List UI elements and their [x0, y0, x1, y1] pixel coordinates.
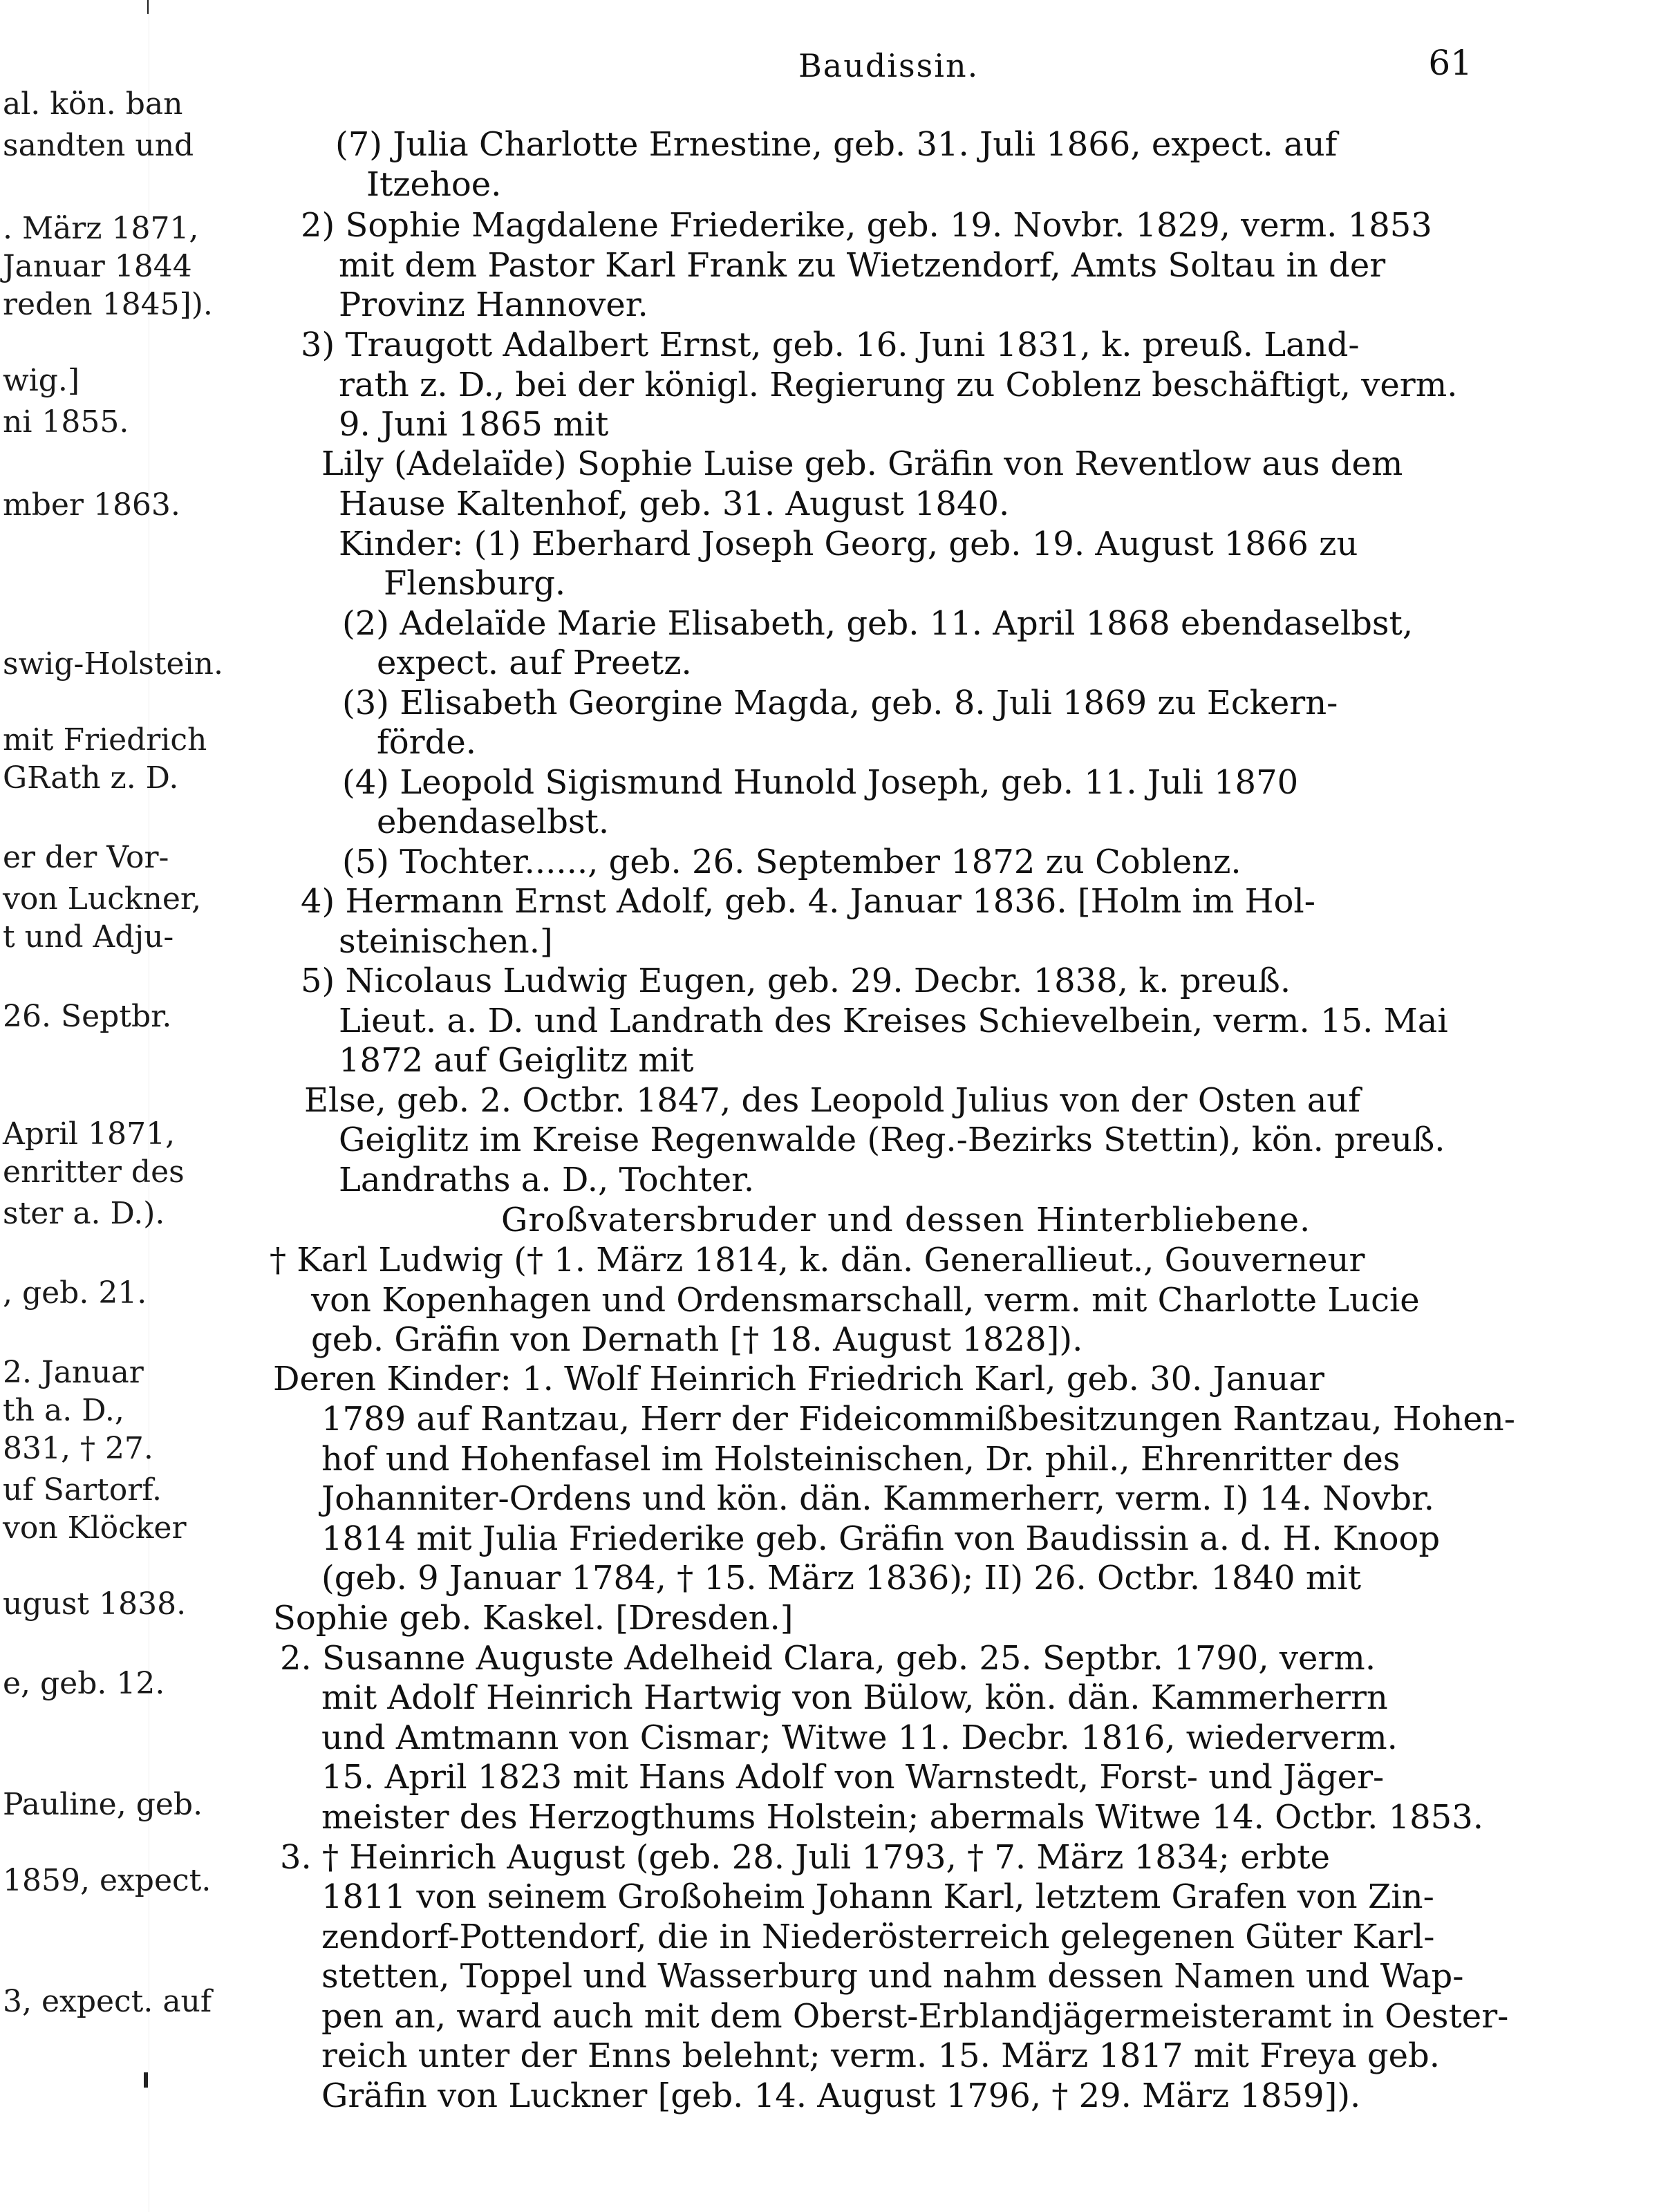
text-line: Johanniter-Ordens und kön. dän. Kammerherr, verm. I) 14. Novbr. [321, 1479, 1434, 1518]
running-head: Baudissin. [798, 47, 980, 84]
text-line: 4) Hermann Ernst Adolf, geb. 4. Januar 1836. [Holm im Hol- [301, 882, 1315, 921]
page-number: 61 [1428, 43, 1472, 83]
text-line: 1789 auf Rantzau, Herr der Fideicommißbesitzungen Rantzau, Hohen- [321, 1400, 1515, 1438]
text-line: (7) Julia Charlotte Ernestine, geb. 31. Juli 1866, expect. auf [335, 125, 1338, 164]
margin-fragment: th a. D., [3, 1393, 124, 1428]
margin-fragment: von Klöcker [3, 1510, 187, 1546]
text-line: 1811 von seinem Großoheim Johann Karl, letztem Grafen von Zin- [321, 1877, 1434, 1916]
text-line: mit Adolf Heinrich Hartwig von Bülow, kön. dän. Kammerherrn [321, 1678, 1388, 1717]
text-line: (geb. 9 Januar 1784, † 15. März 1836); II) 26. Octbr. 1840 mit [321, 1559, 1362, 1597]
text-line: förde. [377, 723, 476, 762]
margin-fragment: 831, † 27. [3, 1431, 153, 1466]
margin-fragment: April 1871, [3, 1116, 176, 1152]
text-line: stetten, Toppel und Wasserburg und nahm dessen Namen und Wap- [321, 1957, 1464, 1996]
text-line: (2) Adelaïde Marie Elisabeth, geb. 11. April 1868 ebendaselbst, [342, 604, 1414, 643]
text-line: Else, geb. 2. Octbr. 1847, des Leopold Julius von der Osten auf [304, 1081, 1360, 1120]
text-line: rath z. D., bei der königl. Regierung zu Coblenz beschäftigt, verm. [339, 366, 1458, 404]
margin-fragment: al. kön. ban [3, 86, 183, 122]
margin-fragment: ugust 1838. [3, 1586, 187, 1622]
margin-fragment: ster a. D.). [3, 1196, 165, 1231]
text-line: Lieut. a. D. und Landrath des Kreises Schievelbein, verm. 15. Mai [339, 1002, 1448, 1040]
text-line: meister des Herzogthums Holstein; abermals Witwe 14. Octbr. 1853. [321, 1798, 1484, 1837]
text-line: mit dem Pastor Karl Frank zu Wietzendorf, Amts Soltau in der [339, 246, 1386, 285]
text-line: geb. Gräfin von Dernath [† 18. August 1828]). [311, 1320, 1083, 1359]
margin-fragment: mber 1863. [3, 487, 180, 523]
text-line: Flensburg. [384, 564, 566, 603]
margin-fragment: von Luckner, [3, 881, 202, 917]
margin-fragment: 26. Septbr. [3, 999, 172, 1034]
margin-fragment: 2. Januar [3, 1355, 144, 1390]
text-line: und Amtmann von Cismar; Witwe 11. Decbr. 1816, wiederverm. [321, 1718, 1398, 1757]
text-line: Provinz Hannover. [339, 285, 648, 324]
text-line: Kinder: (1) Eberhard Joseph Georg, geb. 19. August 1866 zu [339, 525, 1358, 563]
text-line: Gräfin von Luckner [geb. 14. August 1796, † 29. März 1859]). [321, 2077, 1361, 2115]
margin-fragment: enritter des [3, 1154, 185, 1190]
section-heading: Großvatersbruder und dessen Hinterbliebene. [501, 1201, 1311, 1239]
margin-fragment: , geb. 21. [3, 1275, 147, 1311]
text-line: steinischen.] [339, 922, 553, 961]
text-line: ebendaselbst. [377, 803, 610, 841]
margin-fragment: e, geb. 12. [3, 1666, 165, 1701]
text-line: 1814 mit Julia Friederike geb. Gräfin von Baudissin a. d. H. Knoop [321, 1519, 1441, 1558]
text-line: von Kopenhagen und Ordensmarschall, verm. mit Charlotte Lucie [311, 1281, 1420, 1320]
margin-fragment: mit Friedrich [3, 722, 207, 758]
margin-fragment: . März 1871, [3, 211, 199, 246]
text-line: Deren Kinder: 1. Wolf Heinrich Friedrich Karl, geb. 30. Januar [273, 1360, 1324, 1398]
left-page-margin-strip [0, 0, 223, 2212]
text-line: 15. April 1823 mit Hans Adolf von Warnstedt, Forst- und Jäger- [321, 1758, 1385, 1797]
text-line: Hause Kaltenhof, geb. 31. August 1840. [339, 485, 1010, 523]
text-line: reich unter der Enns belehnt; verm. 15. März 1817 mit Freya geb. [321, 2036, 1440, 2075]
text-line: Geiglitz im Kreise Regenwalde (Reg.-Bezirks Stettin), kön. preuß. [339, 1121, 1445, 1159]
margin-fragment: sandten und [3, 128, 194, 163]
margin-fragment: 1859, expect. [3, 1863, 212, 1898]
margin-fragment: GRath z. D. [3, 760, 179, 796]
margin-fragment: uf Sartorf. [3, 1472, 162, 1508]
text-line: 9. Juni 1865 mit [339, 405, 609, 444]
margin-fragment: 3, expect. auf [3, 1984, 212, 2019]
text-line: Itzehoe. [366, 165, 502, 204]
text-line: 3) Traugott Adalbert Ernst, geb. 16. Juni 1831, k. preuß. Land- [301, 326, 1360, 364]
text-line: (3) Elisabeth Georgine Magda, geb. 8. Juli 1869 zu Eckern- [342, 684, 1338, 722]
text-line: (5) Tochter......, geb. 26. September 1872 zu Coblenz. [342, 843, 1241, 881]
text-line: Landraths a. D., Tochter. [339, 1161, 755, 1199]
margin-fragment: t und Adju- [3, 919, 174, 955]
margin-fragment: reden 1845]). [3, 287, 213, 322]
margin-fragment: ni 1855. [3, 404, 129, 440]
text-line: 5) Nicolaus Ludwig Eugen, geb. 29. Decbr. 1838, k. preuß. [301, 962, 1291, 1000]
text-line: hof und Hohenfasel im Holsteinischen, Dr. phil., Ehrenritter des [321, 1440, 1400, 1479]
margin-fragment: Januar 1844 [3, 249, 192, 284]
text-line: Sophie geb. Kaskel. [Dresden.] [273, 1599, 794, 1638]
document-page [270, 0, 1515, 2212]
text-line: zendorf-Pottendorf, die in Niederösterreich gelegenen Güter Karl- [321, 1918, 1435, 1956]
margin-fragment: swig-Holstein. [3, 646, 223, 682]
margin-fragment: wig.] [3, 363, 80, 398]
text-line: † Karl Ludwig († 1. März 1814, k. dän. Generallieut., Gouverneur [270, 1241, 1365, 1280]
margin-fragment: er der Vor- [3, 840, 169, 875]
text-line: 2) Sophie Magdalene Friederike, geb. 19. Novbr. 1829, verm. 1853 [301, 206, 1432, 245]
text-line: expect. auf Preetz. [377, 644, 692, 682]
margin-fragment: Pauline, geb. [3, 1787, 203, 1822]
text-line: pen an, ward auch mit dem Oberst-Erblandjägermeisteramt in Oester- [321, 1997, 1509, 2036]
text-line: Lily (Adelaïde) Sophie Luise geb. Gräfin von Reventlow aus dem [321, 444, 1403, 483]
text-line: 1872 auf Geiglitz mit [339, 1041, 694, 1080]
text-line: 2. Susanne Auguste Adelheid Clara, geb. 25. Septbr. 1790, verm. [280, 1639, 1376, 1678]
text-line: (4) Leopold Sigismund Hunold Joseph, geb. 11. Juli 1870 [342, 763, 1299, 802]
text-line: 3. † Heinrich August (geb. 28. Juli 1793, † 7. März 1834; erbte [280, 1838, 1331, 1877]
